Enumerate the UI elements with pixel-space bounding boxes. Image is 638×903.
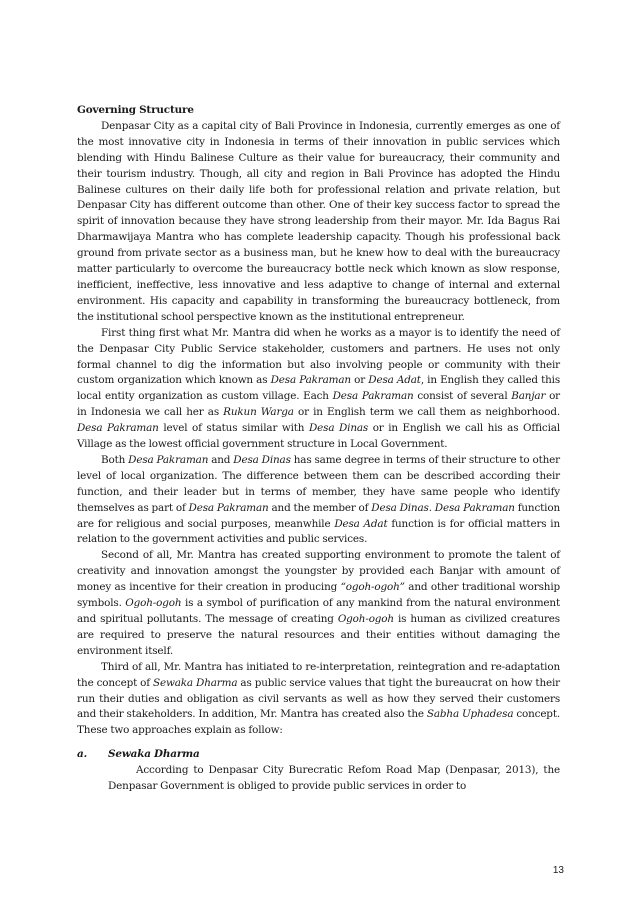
list-item — [77, 747, 560, 795]
page-number: 13 — [552, 865, 564, 876]
list-item-title: Sewaka Dharma — [108, 748, 200, 761]
paragraph: Third of all, Mr. Mantra has initiated to re-interpretation, reintegration and re-adaptation the concept of Sewaka Dharma as public service values that tight the bureaucrat on how their run their duties and obligation as civil servants as well as how they served their customers and their stakeholders. In addition, Mr. Mantra has created also the Sabha Uphadesa concept. These two approaches explain as follow: — [77, 660, 560, 737]
paragraph: Denpasar City as a capital city of Bali Province in Indonesia, currently emerges as one of the most innovative city in Indonesia in terms of their innovation in public services which blending with Hindu Balinese Culture as their value for bureaucracy, their community and their tourism industry. Though, all city and region in Bali Province has adopted the Hindu Balinese cultures on their daily life both for professional relation and private relation, but Denpasar City has different outcome than other. One of their key success factor to spread the spirit of innovation because they have strong leadership from their mayor. Mr. Ida Bagus Rai Dharmawijaya Mantra who has complete leadership capacity. Though his professional back ground from private sector as a business man, but he knew how to deal with the bureaucracy matter particularly to overcome the bureaucracy bottle neck which known as slow response, inefficient, ineffective, less innovative and less adaptive to change of internal and external environment. His capacity and capability in transforming the bureaucracy bottleneck, from the institutional school perspective known as the institutional entrepreneur. — [77, 119, 560, 323]
paragraph: First thing first what Mr. Mantra did when he works as a mayor is to identify the need of the Denpasar City Public Service stakeholder, customers and partners. He uses not only formal channel to dig the information but also involving people or community with their custom organization which known as Desa Pakraman or Desa Adat, in English they called this local entity organization as custom village. Each Desa Pakraman consist of several Banjar or in Indonesia we call her as Rukun Warga or in English term we call them as neighborhood. Desa Pakraman level of status similar with Desa Dinas or in English we call his as Official Village as the lowest official government structure in Local Government. — [77, 326, 561, 451]
section-heading: Governing Structure — [77, 104, 194, 116]
list-item-text: According to Denpasar City Burecratic Refom Road Map (Denpasar, 2013), the Denpasar Government is obliged to provide public services in order to — [108, 764, 560, 793]
list-marker: a. — [77, 748, 88, 761]
paragraph: Both Desa Pakraman and Desa Dinas has same degree in terms of their structure to other level of local organization. The difference between them can be described according their function, and their leader but in terms of member, they have same people who identify themselves as part of Desa Pakraman and the member of Desa Dinas. Desa Pakraman function are for religious and social purposes, meanwhile Desa Adat function is for official matters in relation to the government activities and public services. — [77, 453, 560, 546]
paragraph: Second of all, Mr. Mantra has created supporting environment to promote the talent of creativity and innovation amongst the youngster by provided each Banjar with amount of money as incentive for their creation in producing “ogoh-ogoh” and other traditional worship symbols. Ogoh-ogoh is a symbol of purification of any mankind from the natural environment and spiritual pollutants. The message of creating Ogoh-ogoh is human as civilized creatures are required to preserve the natural resources and their entities without damaging the environment itself. — [77, 549, 560, 657]
page-body — [77, 103, 560, 795]
